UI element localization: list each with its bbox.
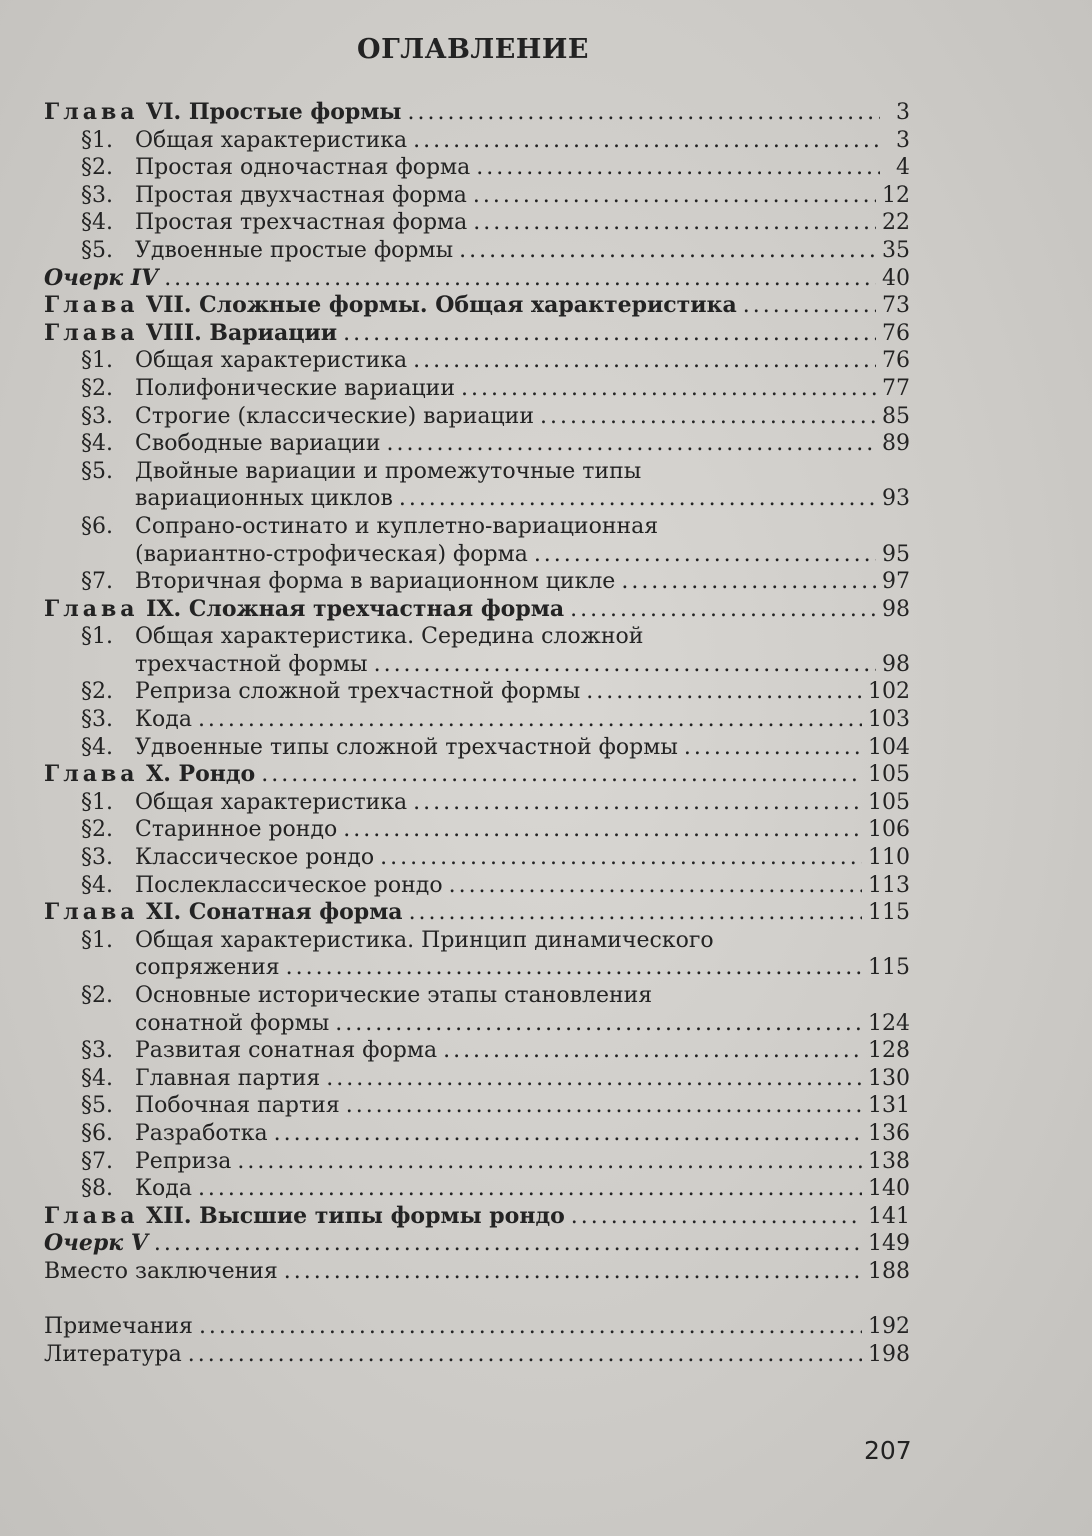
dot-leader	[473, 182, 876, 210]
section-title: Общая характеристика. Принцип динамического	[135, 927, 714, 953]
section-number: §2.	[81, 679, 113, 705]
dot-leader	[534, 541, 876, 569]
toc-section-row-continuation	[44, 954, 910, 982]
dot-leader	[413, 789, 862, 817]
toc-page-number: 76	[882, 348, 910, 374]
toc-page-number: 105	[868, 762, 910, 788]
section-number: §5.	[81, 1093, 113, 1119]
section-number: §5.	[81, 458, 113, 484]
section-number: §4.	[81, 210, 113, 236]
section-title: Главная партия	[135, 1065, 321, 1091]
section-title: Двойные вариации и промежуточные типы	[135, 458, 642, 484]
toc-page-number: 138	[868, 1148, 910, 1174]
section-number: §7.	[81, 1148, 113, 1174]
section-number: §2.	[81, 817, 113, 843]
dot-leader	[407, 99, 880, 127]
entry-title: Вместо заключения	[44, 1258, 278, 1284]
toc-section-row	[44, 927, 910, 955]
toc-section-row	[44, 375, 910, 403]
toc-chapter-row	[44, 761, 910, 789]
chapter-prefix: Глава	[44, 899, 139, 926]
toc-essay-row	[44, 1230, 910, 1258]
toc-page-number: 85	[882, 403, 910, 429]
toc-page-number: 97	[882, 569, 910, 595]
toc-section-row	[44, 1065, 910, 1093]
chapter-title	[44, 99, 401, 127]
toc-chapter-row	[44, 320, 910, 348]
section-number: §6.	[81, 513, 113, 539]
chapter-label: XI. Сонатная форма	[146, 899, 403, 926]
section-title-continued: (вариантно-строфическая) форма	[135, 541, 528, 567]
toc-page-number: 76	[882, 320, 910, 346]
toc-page-number: 115	[868, 900, 910, 926]
section-number: §3.	[81, 403, 113, 429]
section-title: Сопрано-остинато и куплетно-вариационная	[135, 513, 659, 539]
toc-page-number: 102	[868, 679, 910, 705]
section-number: §1.	[81, 927, 113, 953]
dot-leader	[164, 265, 876, 293]
toc-section-row-continuation	[44, 541, 910, 569]
essay-title: Очерк IV	[44, 264, 159, 291]
section-title: Общая характеристика	[135, 127, 408, 153]
toc-chapter-row	[44, 292, 910, 320]
essay-title: Очерк V	[44, 1230, 148, 1257]
toc-chapter-row	[44, 99, 910, 127]
dot-leader	[459, 237, 876, 265]
section-title: Основные исторические этапы становления	[135, 983, 653, 1008]
toc-page-number: 12	[882, 182, 910, 208]
section-title: Простая трехчастная форма	[135, 210, 468, 236]
toc-section-row	[44, 678, 910, 706]
toc-page-number: 98	[882, 651, 910, 677]
chapter-title	[44, 292, 737, 320]
toc-section-row	[44, 706, 910, 734]
toc-section-row	[44, 816, 910, 844]
chapter-title	[44, 320, 337, 348]
section-number: §4.	[81, 1065, 113, 1091]
toc-page-number: 4	[896, 155, 910, 181]
section-number: §5.	[81, 237, 113, 263]
toc-page-number: 192	[868, 1314, 910, 1340]
dot-leader	[343, 320, 876, 348]
toc-section-row-continuation	[44, 485, 910, 513]
toc-chapter-row	[44, 899, 910, 927]
toc-page-number: 22	[882, 210, 910, 236]
section-number: §3.	[81, 1038, 113, 1064]
toc-page-number: 198	[868, 1341, 910, 1367]
dot-leader	[154, 1230, 862, 1258]
entry-title: Примечания	[44, 1314, 193, 1340]
chapter-label: IX. Сложная трехчастная форма	[146, 595, 565, 622]
dot-leader	[346, 1092, 862, 1120]
dot-leader	[461, 375, 876, 403]
table-of-contents	[44, 99, 910, 1368]
toc-section-row	[44, 1092, 910, 1120]
dot-leader	[473, 209, 876, 237]
toc-section-row	[44, 568, 910, 596]
toc-plain-row	[44, 1258, 910, 1286]
section-number: §3.	[81, 707, 113, 733]
toc-section-row	[44, 1175, 910, 1203]
dot-leader	[476, 154, 880, 182]
section-number: §3.	[81, 182, 113, 208]
chapter-prefix: Глава	[44, 761, 139, 788]
section-number: §6.	[81, 1120, 113, 1146]
toc-section-row	[44, 154, 910, 182]
toc-section-row	[44, 430, 910, 458]
dot-leader	[374, 651, 876, 679]
section-title: Развитая сонатная форма	[135, 1038, 438, 1064]
dot-leader	[413, 347, 876, 375]
dot-leader	[199, 1313, 862, 1341]
toc-chapter-row	[44, 596, 910, 624]
section-number: §2.	[81, 983, 113, 1008]
toc-section-row	[44, 403, 910, 431]
toc-page-number: 77	[882, 375, 910, 401]
dot-leader	[198, 1175, 862, 1203]
toc-section-row	[44, 209, 910, 237]
toc-section-row	[44, 734, 910, 762]
toc-section-row	[44, 513, 910, 541]
dot-leader	[188, 1341, 862, 1369]
toc-section-row	[44, 623, 910, 651]
dot-leader	[261, 761, 862, 789]
chapter-label: VII. Сложные формы. Общая характеристика	[146, 292, 737, 319]
chapter-title	[44, 899, 403, 927]
dot-leader	[380, 844, 862, 872]
section-number: §1.	[81, 127, 113, 153]
chapter-prefix: Глава	[44, 99, 139, 125]
toc-section-row-continuation	[44, 1010, 910, 1038]
chapter-prefix: Глава	[44, 292, 139, 319]
section-number: §2.	[81, 375, 113, 401]
section-number: §7.	[81, 569, 113, 595]
toc-page-number: 136	[868, 1120, 910, 1146]
toc-section-row	[44, 844, 910, 872]
dot-leader	[409, 899, 862, 927]
toc-page-number: 105	[868, 789, 910, 815]
dot-leader	[571, 1203, 862, 1231]
dot-leader	[449, 872, 862, 900]
section-title: Классическое рондо	[135, 845, 375, 871]
toc-page-number: 98	[882, 596, 910, 622]
dot-leader	[413, 127, 880, 155]
toc-page-number: 141	[868, 1203, 910, 1229]
toc-page-number: 106	[868, 817, 910, 843]
dot-leader	[274, 1120, 862, 1148]
section-title: Свободные вариации	[135, 431, 381, 457]
toc-page-number: 73	[882, 293, 910, 319]
dot-leader	[286, 954, 862, 982]
section-title: Простая одночастная форма	[135, 155, 471, 181]
section-title: Реприза сложной трехчастной формы	[135, 679, 581, 705]
toc-section-row	[44, 237, 910, 265]
dot-leader	[743, 292, 876, 320]
section-title: Общая характеристика	[135, 789, 408, 815]
section-number: §2.	[81, 155, 113, 181]
dot-leader	[387, 430, 876, 458]
section-title: Кода	[135, 1176, 192, 1202]
section-title-continued: сонатной формы	[135, 1010, 330, 1036]
section-number: §1.	[81, 348, 113, 374]
dot-leader	[335, 1010, 862, 1038]
section-title: Удвоенные типы сложной трехчастной формы	[135, 734, 678, 760]
page-title: ОГЛАВЛЕНИЕ	[357, 34, 589, 65]
toc-page-number: 89	[882, 431, 910, 457]
section-title: Реприза	[135, 1148, 232, 1174]
chapter-title	[44, 1203, 565, 1231]
chapter-prefix: Глава	[44, 595, 139, 622]
chapter-prefix: Глава	[44, 1202, 139, 1229]
dot-leader	[326, 1065, 862, 1093]
toc-page-number: 140	[868, 1176, 910, 1202]
chapter-label: VI. Простые формы	[146, 99, 402, 125]
dot-leader	[284, 1258, 862, 1286]
toc-page-number: 93	[882, 486, 910, 512]
toc-chapter-row	[44, 1203, 910, 1231]
toc-section-row	[44, 1120, 910, 1148]
section-title: Вторичная форма в вариационном цикле	[135, 569, 616, 595]
chapter-title	[44, 596, 564, 624]
dot-leader	[443, 1037, 862, 1065]
toc-plain-row	[44, 1313, 910, 1341]
chapter-prefix: Глава	[44, 319, 139, 346]
toc-section-row	[44, 347, 910, 375]
section-title: Удвоенные простые формы	[135, 237, 454, 263]
toc-page-number: 3	[896, 100, 910, 125]
chapter-label: VIII. Вариации	[146, 319, 338, 346]
dot-leader	[586, 678, 862, 706]
toc-plain-row	[44, 1341, 910, 1369]
section-number: §8.	[81, 1176, 113, 1202]
toc-page-number: 95	[882, 541, 910, 567]
toc-section-row	[44, 127, 910, 155]
section-number: §4.	[81, 872, 113, 898]
section-number: §4.	[81, 431, 113, 457]
section-title: Кода	[135, 707, 192, 733]
entry-title: Литература	[44, 1341, 182, 1367]
dot-leader	[684, 734, 862, 762]
section-title: Общая характеристика	[135, 348, 408, 374]
dot-leader	[570, 596, 876, 624]
section-number: §1.	[81, 624, 113, 650]
dot-leader	[198, 706, 862, 734]
section-title: Послеклассическое рондо	[135, 872, 443, 898]
toc-page-number: 131	[868, 1093, 910, 1119]
dot-leader	[343, 816, 862, 844]
toc-section-row	[44, 1148, 910, 1176]
toc-page-number: 124	[868, 1010, 910, 1036]
section-title-continued: сопряжения	[135, 955, 280, 981]
dot-leader	[621, 568, 876, 596]
dot-leader	[399, 485, 876, 513]
toc-page-number: 3	[896, 127, 910, 153]
section-title: Разработка	[135, 1120, 268, 1146]
section-title: Старинное рондо	[135, 817, 338, 843]
toc-page-number: 40	[882, 265, 910, 291]
section-title: Простая двухчастная форма	[135, 182, 467, 208]
section-title: Полифонические вариации	[135, 375, 456, 401]
toc-page-number: 188	[868, 1258, 910, 1284]
toc-page-number: 128	[868, 1038, 910, 1064]
toc-page-number: 35	[882, 237, 910, 263]
section-title-continued: трехчастной формы	[135, 651, 368, 677]
toc-section-row	[44, 458, 910, 486]
dot-leader	[540, 403, 876, 431]
dot-leader	[237, 1148, 862, 1176]
toc-section-row	[44, 789, 910, 817]
toc-section-row	[44, 182, 910, 210]
section-title: Строгие (классические) вариации	[135, 403, 534, 429]
toc-page-number: 113	[868, 872, 910, 898]
section-number: §3.	[81, 845, 113, 871]
toc-page-number: 115	[868, 955, 910, 981]
section-title: Общая характеристика. Середина сложной	[135, 624, 644, 650]
toc-essay-row	[44, 265, 910, 293]
toc-page-number: 149	[868, 1231, 910, 1257]
toc-section-row	[44, 982, 910, 1010]
toc-page-number: 130	[868, 1065, 910, 1091]
chapter-label: XII. Высшие типы формы рондо	[146, 1202, 565, 1229]
section-number: §4.	[81, 734, 113, 760]
toc-page-number: 110	[868, 845, 910, 871]
page-number: 207	[864, 1436, 912, 1465]
chapter-title	[44, 761, 255, 789]
section-title-continued: вариационных циклов	[135, 486, 393, 512]
section-number: §1.	[81, 789, 113, 815]
toc-section-row	[44, 1037, 910, 1065]
chapter-label: X. Рондо	[146, 761, 256, 788]
toc-section-row	[44, 872, 910, 900]
toc-section-row-continuation	[44, 651, 910, 679]
toc-page-number: 104	[868, 734, 910, 760]
toc-page-number: 103	[868, 707, 910, 733]
section-title: Побочная партия	[135, 1093, 340, 1119]
